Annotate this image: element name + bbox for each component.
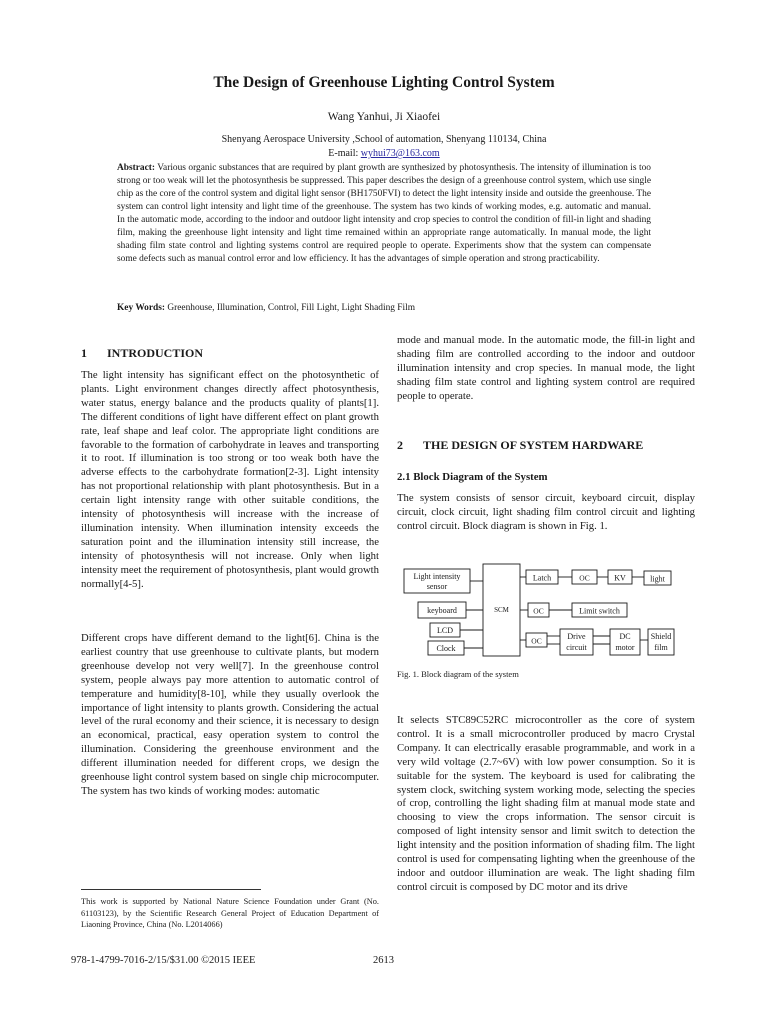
affiliation: Shenyang Aerospace University ,School of automation, Shenyang 110134, China <box>221 134 547 145</box>
clock-label: Clock <box>436 644 456 653</box>
dc-motor-label-1: DC <box>619 632 631 641</box>
figure-1-caption: Fig. 1. Block diagram of the system <box>397 669 519 679</box>
abstract-label: Abstract: <box>117 163 156 173</box>
intro-paragraph-2-continued: mode and manual mode. In the automatic mode, the fill-in light and shading film are controlled according to the indoor and outdoor illumination intensity and crop species. In manual mode, the light shading film state control and lighting system control are required people to operate. <box>397 334 695 402</box>
drive-label-1: Drive <box>567 632 586 641</box>
oc-label-2: OC <box>533 606 544 616</box>
sensor-label-1: Light intensity <box>413 572 461 581</box>
keywords <box>117 302 651 315</box>
subsection-2-1-heading: 2.1 Block Diagram of the System <box>397 471 548 483</box>
latch-label: Latch <box>532 573 552 583</box>
section-2-number: 2 <box>397 438 403 452</box>
email-link[interactable]: wyhui73@163.com <box>360 148 440 159</box>
keywords-text: Greenhouse, Illumination, Control, Fill Light, Light Shading Film <box>165 303 416 313</box>
oc-label-1: OC <box>579 573 590 583</box>
abstract <box>117 162 651 266</box>
footnote: This work is supported by National Nature Science Foundation under Grant (No. 61103123), by the Scientific Research General Project of Education Department of Liaoning Province, China (No. L2014066) <box>81 897 379 930</box>
kv-label: KV <box>614 573 626 583</box>
hardware-paragraph-2: It selects STC89C52RC microcontroller as the core of system control. It is a small microcontroller produced by macro Crystal Company. It can electrically erasable programmable, and work in a very wild voltage (2.7~6V) with low power consumption. So it is suitable for the system. The keyboard is used for calibrating the system clock, switching system working mode, selecting the species of crop, controlling the light shading film at manual mode state and choosing to view the crops information. The sensor circuit is composed of light intensity sensor and limit switch to detection the light intensity and the position information of shading film. The light control is used for compensating lighting when the greenhouse of the indoor and outdoor illumination are weak. The light shading film control circuit is composed by DC motor and its drive <box>397 714 695 893</box>
email-label: E-mail: <box>328 148 361 159</box>
abstract-text: Various organic substances that are required by plant growth are synthesized by photosynthesis. The intensity of illumination is too strong or too weak will let the photosynthesis be suppressed. This paper describes the design of a greenhouse control system, which use single chip as the core of the control system and digital light sensor (BH1750FVI) to detect the light intensity inside and outside the greenhouse. The system can control light intensity and light time of the greenhouse. The system has two kinds of working modes, e.g. automatic and manual. In the automatic mode, according to the indoor and outdoor light intensity and crop species to control the condition of fill-in light and shading film, making the greenhouse light intensity and light time remained within an appropriate range automatically. In manual mode, the light shading film state control and lighting systems control are required people to operate. Experiments show that the system can compensate some defects such as manual control error and low efficiency. It has the advantages of simple operation and strong practicability. <box>117 163 651 265</box>
page-number: 2613 <box>373 955 394 966</box>
keyboard-label: keyboard <box>427 606 457 615</box>
oc-label-3: OC <box>531 636 542 646</box>
footer-isbn: 978-1-4799-7016-2/15/$31.00 ©2015 IEEE <box>71 955 256 966</box>
block-diagram-figure <box>400 562 676 660</box>
keywords-label: Key Words: <box>117 303 166 313</box>
hardware-paragraph-1: The system consists of sensor circuit, keyboard circuit, display circuit, clock circuit, light shading film control circuit and lighting control circuit. Block diagram is shown in Fig. 1. <box>397 492 695 532</box>
intro-paragraph-2: Different crops have different demand to the light[6]. China is the earliest country that use greenhouse to cultivate plants, but modern greenhouse develop not very well[7]. In the greenhouse control system, people always pay more attention to automatic control of temperature and humidity[8-10], while they usually overlook the importance of light intensity to plants growth. Considering the actual level of the rural economy and their science, it is necessary to design an economical, practical, easy operation system to control the illumination. Considering the greenhouse environment and the different illumination needed for different crops, we design the greenhouse light control system based on single chip microcomputer. The system has two kinds of working modes: automatic <box>81 632 379 797</box>
email-line <box>0 148 768 159</box>
shield-label-2: film <box>654 643 668 652</box>
intro-paragraph-1: The light intensity has significant effect on the photosynthetic of plants. Light environment changes directly affect photosynthesis, water status, energy balance and the products quality of plants[1]. The different conditions of light have different effect on plant growth rate, leaf shape and leaf color. The appropriate light conditions are favorable to the formation of carbohydrate in leaves and transporting it to root. If illumination is too strong or too weak both have the adverse effects to the carbohydrate formation[2-3]. Light intensity has not proportional relationship with plant photosynthesis. But in a certain light intensity range with other suitable conditions, the intensity of photosynthesis will increase with the increase of illumination intensity. When illumination intensity exceeds the saturation point and the illumination intensity still increase, the intensity of photosynthesis will not increase. Only when light intensity meet the requirement of photosynthesis, plant would growth normally[4-5]. <box>81 369 379 590</box>
section-1-number: 1 <box>81 346 87 360</box>
lcd-label: LCD <box>437 626 453 635</box>
section-1-heading: INTRODUCTION <box>107 346 204 360</box>
light-label: light <box>650 574 665 584</box>
dc-motor-label-2: motor <box>615 643 635 652</box>
footnote-divider <box>81 889 261 890</box>
drive-label-2: circuit <box>566 643 587 652</box>
scm-label: SCM <box>494 606 509 614</box>
sensor-label-2: sensor <box>426 582 448 591</box>
paper-title: The Design of Greenhouse Lighting Control System <box>213 74 555 91</box>
authors: Wang Yanhui, Ji Xiaofei <box>327 111 441 123</box>
limit-switch-label: Limit switch <box>579 606 620 616</box>
section-2-heading: THE DESIGN OF SYSTEM HARDWARE <box>423 438 644 452</box>
shield-label-1: Shield <box>650 632 672 641</box>
